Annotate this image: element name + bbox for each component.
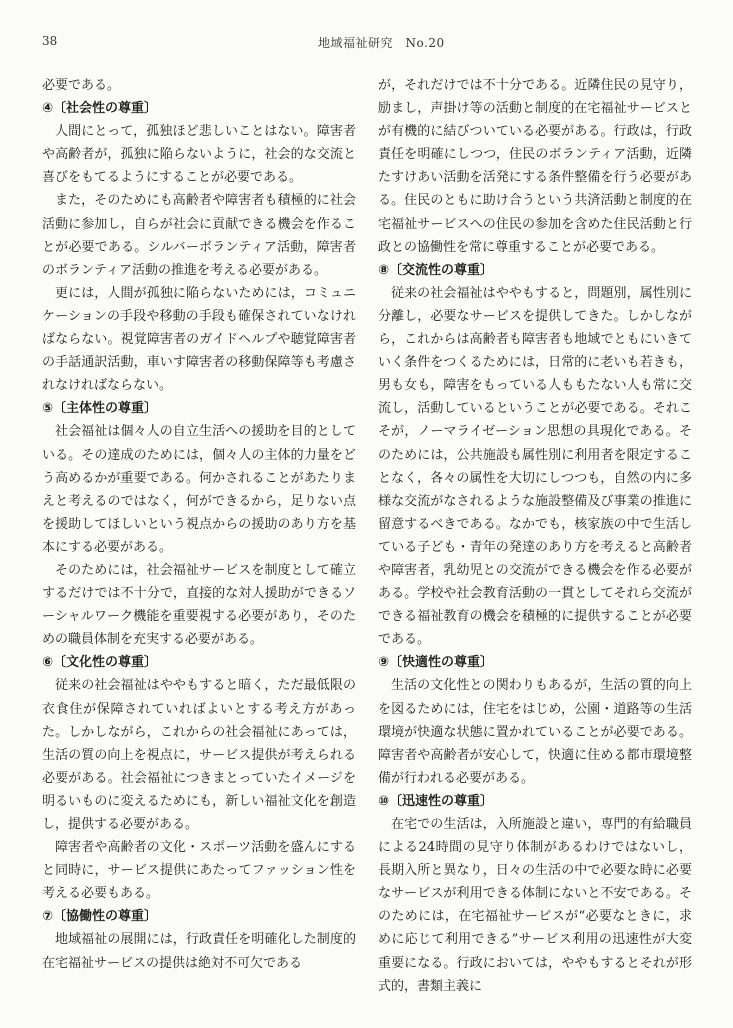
- body-paragraph: 生活の文化性との関わりもあるが，生活の質的向上を図るためには，住宅をはじめ，公園・道路等の生活環境が快適な状態に置かれていることが必要である。障害者や高齢者が安心して，快適に住める都市環境整備が行われる必要がある。: [378, 678, 692, 786]
- body-paragraph: 従来の社会福祉はややもすると，問題別，属性別に分離し，必要なサービスを提供してきた。しかしながら，これからは高齢者も障害者も地域でともにいきていく条件をつくるためには，日常的に老いも若きも，男も女も，障害をもっている人ももたない人も常に交流し，活動しているということが必要である。それこそが，ノーマライゼーション思想の具現化である。そのためには，公共施設も属性別に利用者を限定することなく，各々の属性を大切にしつつも，自然の内に多様な交流がなされるような施設整備及び事業の推進に留意するべきである。なかでも，核家族の中で生活している子ども・青年の発達のあり方を考えると高齢者や障害者，乳幼児との交流ができる機会を作る必要がある。学校や社会教育活動の一貫としてそれら交流ができる福祉教育の機会を積極的に提供することが必要である。: [378, 285, 692, 648]
- body-paragraph: 社会福祉は個々人の自立生活への援助を目的としている。その達成のためには，個々人の主体的力量をどう高めるかが重要である。何かされることがあたりまえと考えるのではなく，何ができるから，足りない点を援助してほしいという視点からの援助のあり方を基本にする必要がある。: [42, 424, 356, 555]
- body-paragraph: また，そのためにも高齢者や障害者も積極的に社会活動に参加し，自らが社会に貢献できる機会を作ることが必要である。シルバーボランティア活動，障害者のボランティア活動の推進を考える必要がある。: [42, 193, 356, 278]
- body-paragraph: が，それだけでは不十分である。近隣住民の見守り，励まし，声掛け等の活動と制度的在宅福祉サービスとが有機的に結びついている必要がある。行政は，行政責任を明確にしつつ，住民のボランティア活動，近隣たすけあい活動を活発にする条件整備を行う必要がある。住民のともに助け合うという共済活動と制度的在宅福祉サービスへの住民の参加を含めた住民活動と行政との協働性を常に尊重することが必要である。: [378, 78, 692, 255]
- page-number: 38: [42, 34, 58, 48]
- body-paragraph: 在宅での生活は，入所施設と違い，専門的有給職員による24時間の見守り体制があるわけではないし，長期入所と異なり，日々の生活の中で必要な時に必要なサービスが利用できる体制にないと不安である。そのためには，在宅福祉サービスが“必要なときに，求めに応じて利用できる”サービス利用の迅速性が大変重要になる。行政においては，ややもするとそれが形式的，書類主義に: [378, 817, 692, 994]
- section-heading: ⑦〔協働性の尊重〕: [42, 909, 158, 925]
- body-paragraph: 障害者や高齢者の文化・スポーツ活動を盛んにすると同時に，サービス提供にあたってファッション性を考える必要もある。: [42, 840, 356, 902]
- section-heading: ⑥〔文化性の尊重〕: [42, 655, 158, 671]
- body-paragraph: そのためには，社会福祉サービスを制度として確立するだけでは不十分で，直接的な対人援助ができるソーシャルワーク機能を重要視する必要があり，そのための職員体制を充実する必要がある。: [42, 562, 356, 648]
- running-header: 地域福祉研究 No.20: [318, 36, 445, 50]
- body-paragraph: 従来の社会福祉はややもすると暗く，ただ最低限の衣食住が保障されていればよいとする考え方があった。しかしながら，これからの社会福祉にあっては，生活の質の向上を視点に，サービス提供が考えられる必要がある。社会福祉につきまとっていたイメージを明るいものに変えるためにも，新しい福祉文化を創造し，提供する必要がある。: [42, 678, 356, 832]
- body-paragraph: 地域福祉の展開には，行政責任を明確化した制度的在宅福祉サービスの提供は絶対不可欠である: [42, 932, 356, 971]
- body-paragraph: 更には，人間が孤独に陥らないためには，コミュニケーションの手段や移動の手段も確保されていなければならない。視覚障害者のガイドヘルプや聴覚障害者の手話通訳活動，車いす障害者の移動保障等も考慮されなければならない。: [42, 285, 356, 394]
- section-heading: ⑤〔主体性の尊重〕: [42, 401, 158, 417]
- section-heading: ⑧〔交流性の尊重〕: [378, 262, 494, 278]
- body-paragraph: 人間にとって，孤独ほど悲しいことはない。障害者や高齢者が，孤独に陥らないように，社会的な交流と喜びをもてるようにすることが必要である。: [42, 124, 356, 186]
- right-column: [378, 74, 692, 998]
- section-heading: ④〔社会性の尊重〕: [42, 101, 158, 117]
- body-paragraph: 必要である。: [42, 78, 121, 93]
- left-column: [42, 74, 356, 975]
- section-heading: ⑩〔迅速性の尊重〕: [378, 793, 494, 809]
- section-heading: ⑨〔快適性の尊重〕: [378, 655, 494, 671]
